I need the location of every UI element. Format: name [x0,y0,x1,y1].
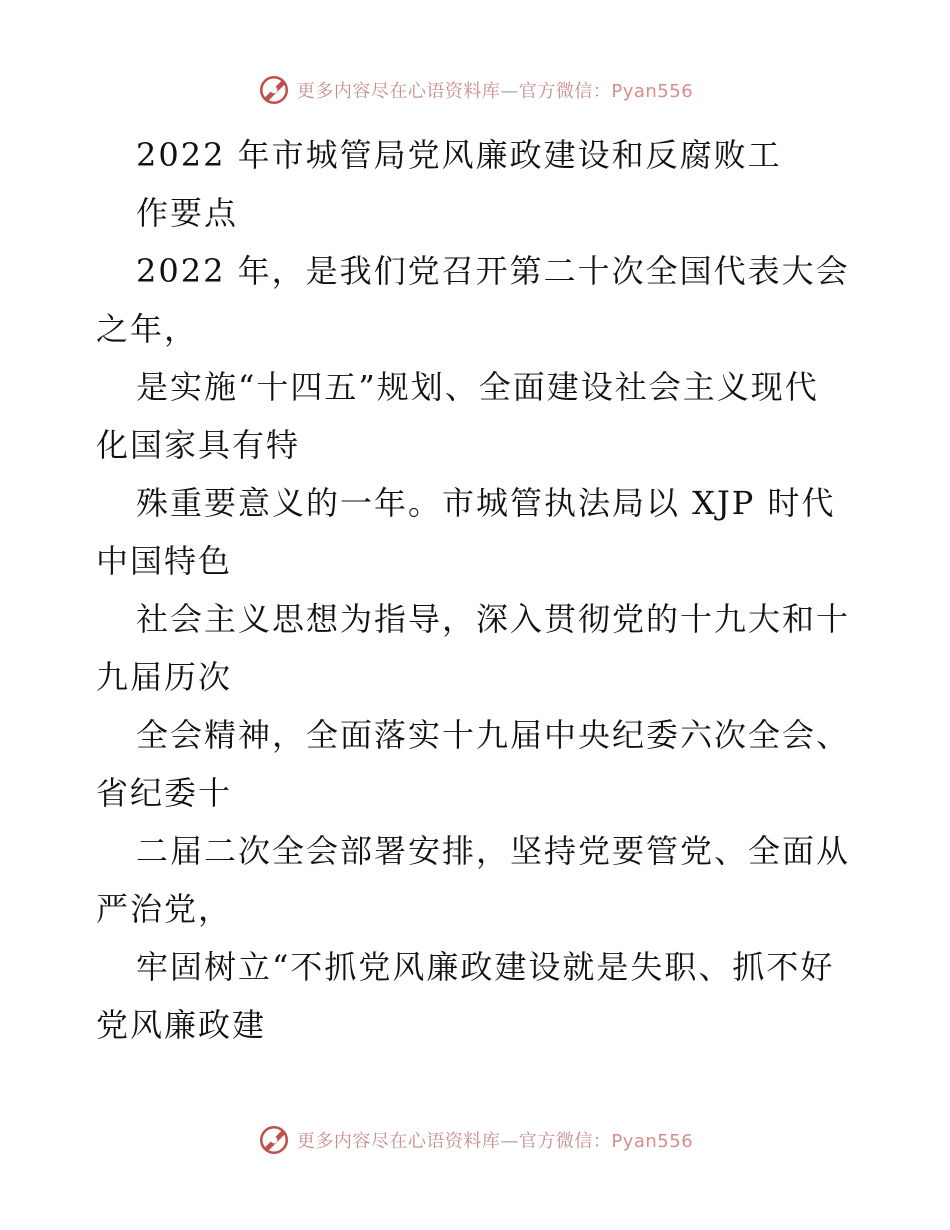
watermark-prefix: 更多内容尽在心语资料库 [296,1131,501,1152]
paragraph-line: 殊重要意义的一年。市城管执法局以 XJP 时代 [136,484,836,522]
footer-watermark [0,1120,950,1160]
watermark-id: Pyan556 [611,81,694,102]
watermark-prefix: 更多内容尽在心语资料库 [296,81,501,102]
paragraph-line: 全会精神，全面落实十九届中央纪委六次全会、 [136,716,851,754]
watermark-separator: — [500,81,519,102]
paragraph-line: 党风廉政建 [96,1006,267,1044]
document-body [96,126,856,1054]
paragraph-line: 省纪委十 [96,774,233,812]
paragraph-line: 牢固树立“不抓党风廉政建设就是失职、抓不好 [136,948,835,986]
paragraph-line: 严治党， [96,890,233,928]
paragraph-line: 九届历次 [96,658,233,696]
paragraph-line: 是实施“十四五”规划、全面建设社会主义现代 [136,368,819,406]
watermark-id: Pyan556 [611,1131,694,1152]
paragraph-line: 化国家具有特 [96,426,301,464]
paragraph-line: 2022 年，是我们党召开第二十次全国代表大会 [136,252,850,290]
watermark-suffix: 官方微信： [518,81,612,102]
paragraph-line: 之年， [96,310,199,348]
title-line-2: 作要点 [136,194,239,232]
paragraph-line: 二届二次全会部署安排，坚持党要管党、全面从 [136,832,851,870]
paragraph-line: 中国特色 [96,542,233,580]
header-watermark [0,70,950,110]
watermark-suffix: 官方微信： [518,1131,612,1152]
watermark-separator: — [500,1131,519,1152]
pen-logo-icon [257,73,291,107]
pen-logo-icon [257,1123,291,1157]
paragraph-line: 社会主义思想为指导，深入贯彻党的十九大和十 [136,600,851,638]
title-line-1: 2022 年市城管局党风廉政建设和反腐败工 [136,136,782,174]
